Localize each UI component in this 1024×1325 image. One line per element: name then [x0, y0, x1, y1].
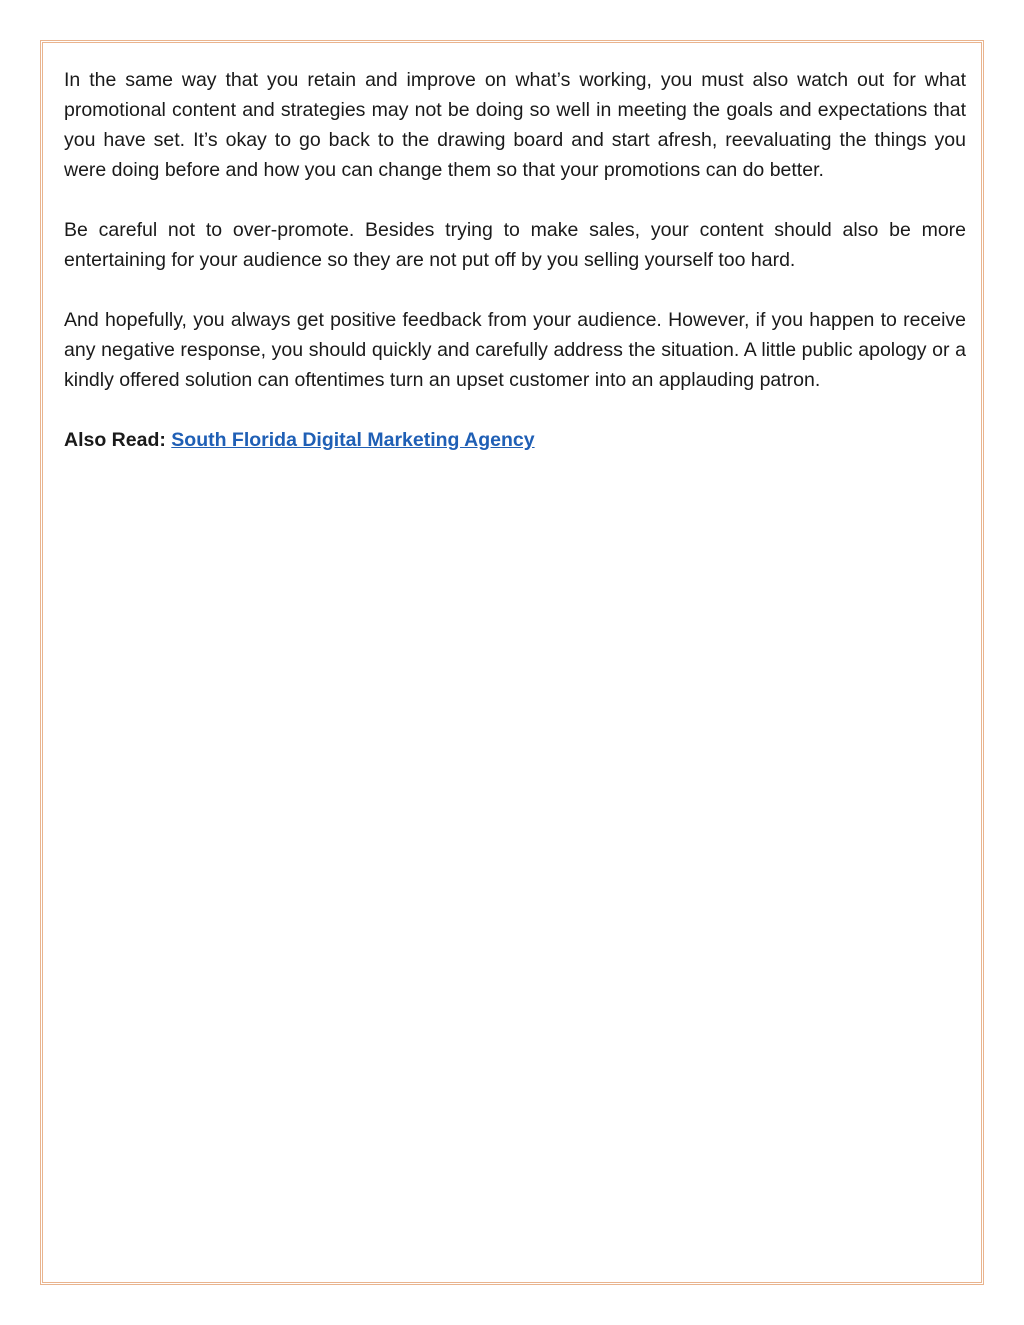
- also-read-line: [64, 425, 966, 455]
- also-read-label: Also Read:: [64, 429, 166, 451]
- also-read-link[interactable]: South Florida Digital Marketing Agency: [171, 429, 535, 451]
- paragraph-2: Be careful not to over-promote. Besides trying to make sales, your content should also be more entertaining for your audience so they are not put off by you selling yourself too hard.: [64, 219, 966, 271]
- paragraph-3: And hopefully, you always get positive feedback from your audience. However, if you happen to receive any negative response, you should quickly and carefully address the situation. A little public apology or a kindly offered solution can oftentimes turn an upset customer into an applauding patron.: [64, 309, 966, 391]
- document-body: [64, 65, 966, 455]
- paragraph-1: In the same way that you retain and improve on what’s working, you must also watch out for what promotional content and strategies may not be doing so well in meeting the goals and expectations that you have set. It’s okay to go back to the drawing board and start afresh, reevaluating the things you were doing before and how you can change them so that your promotions can do better.: [64, 69, 966, 181]
- page-frame: [40, 40, 984, 1285]
